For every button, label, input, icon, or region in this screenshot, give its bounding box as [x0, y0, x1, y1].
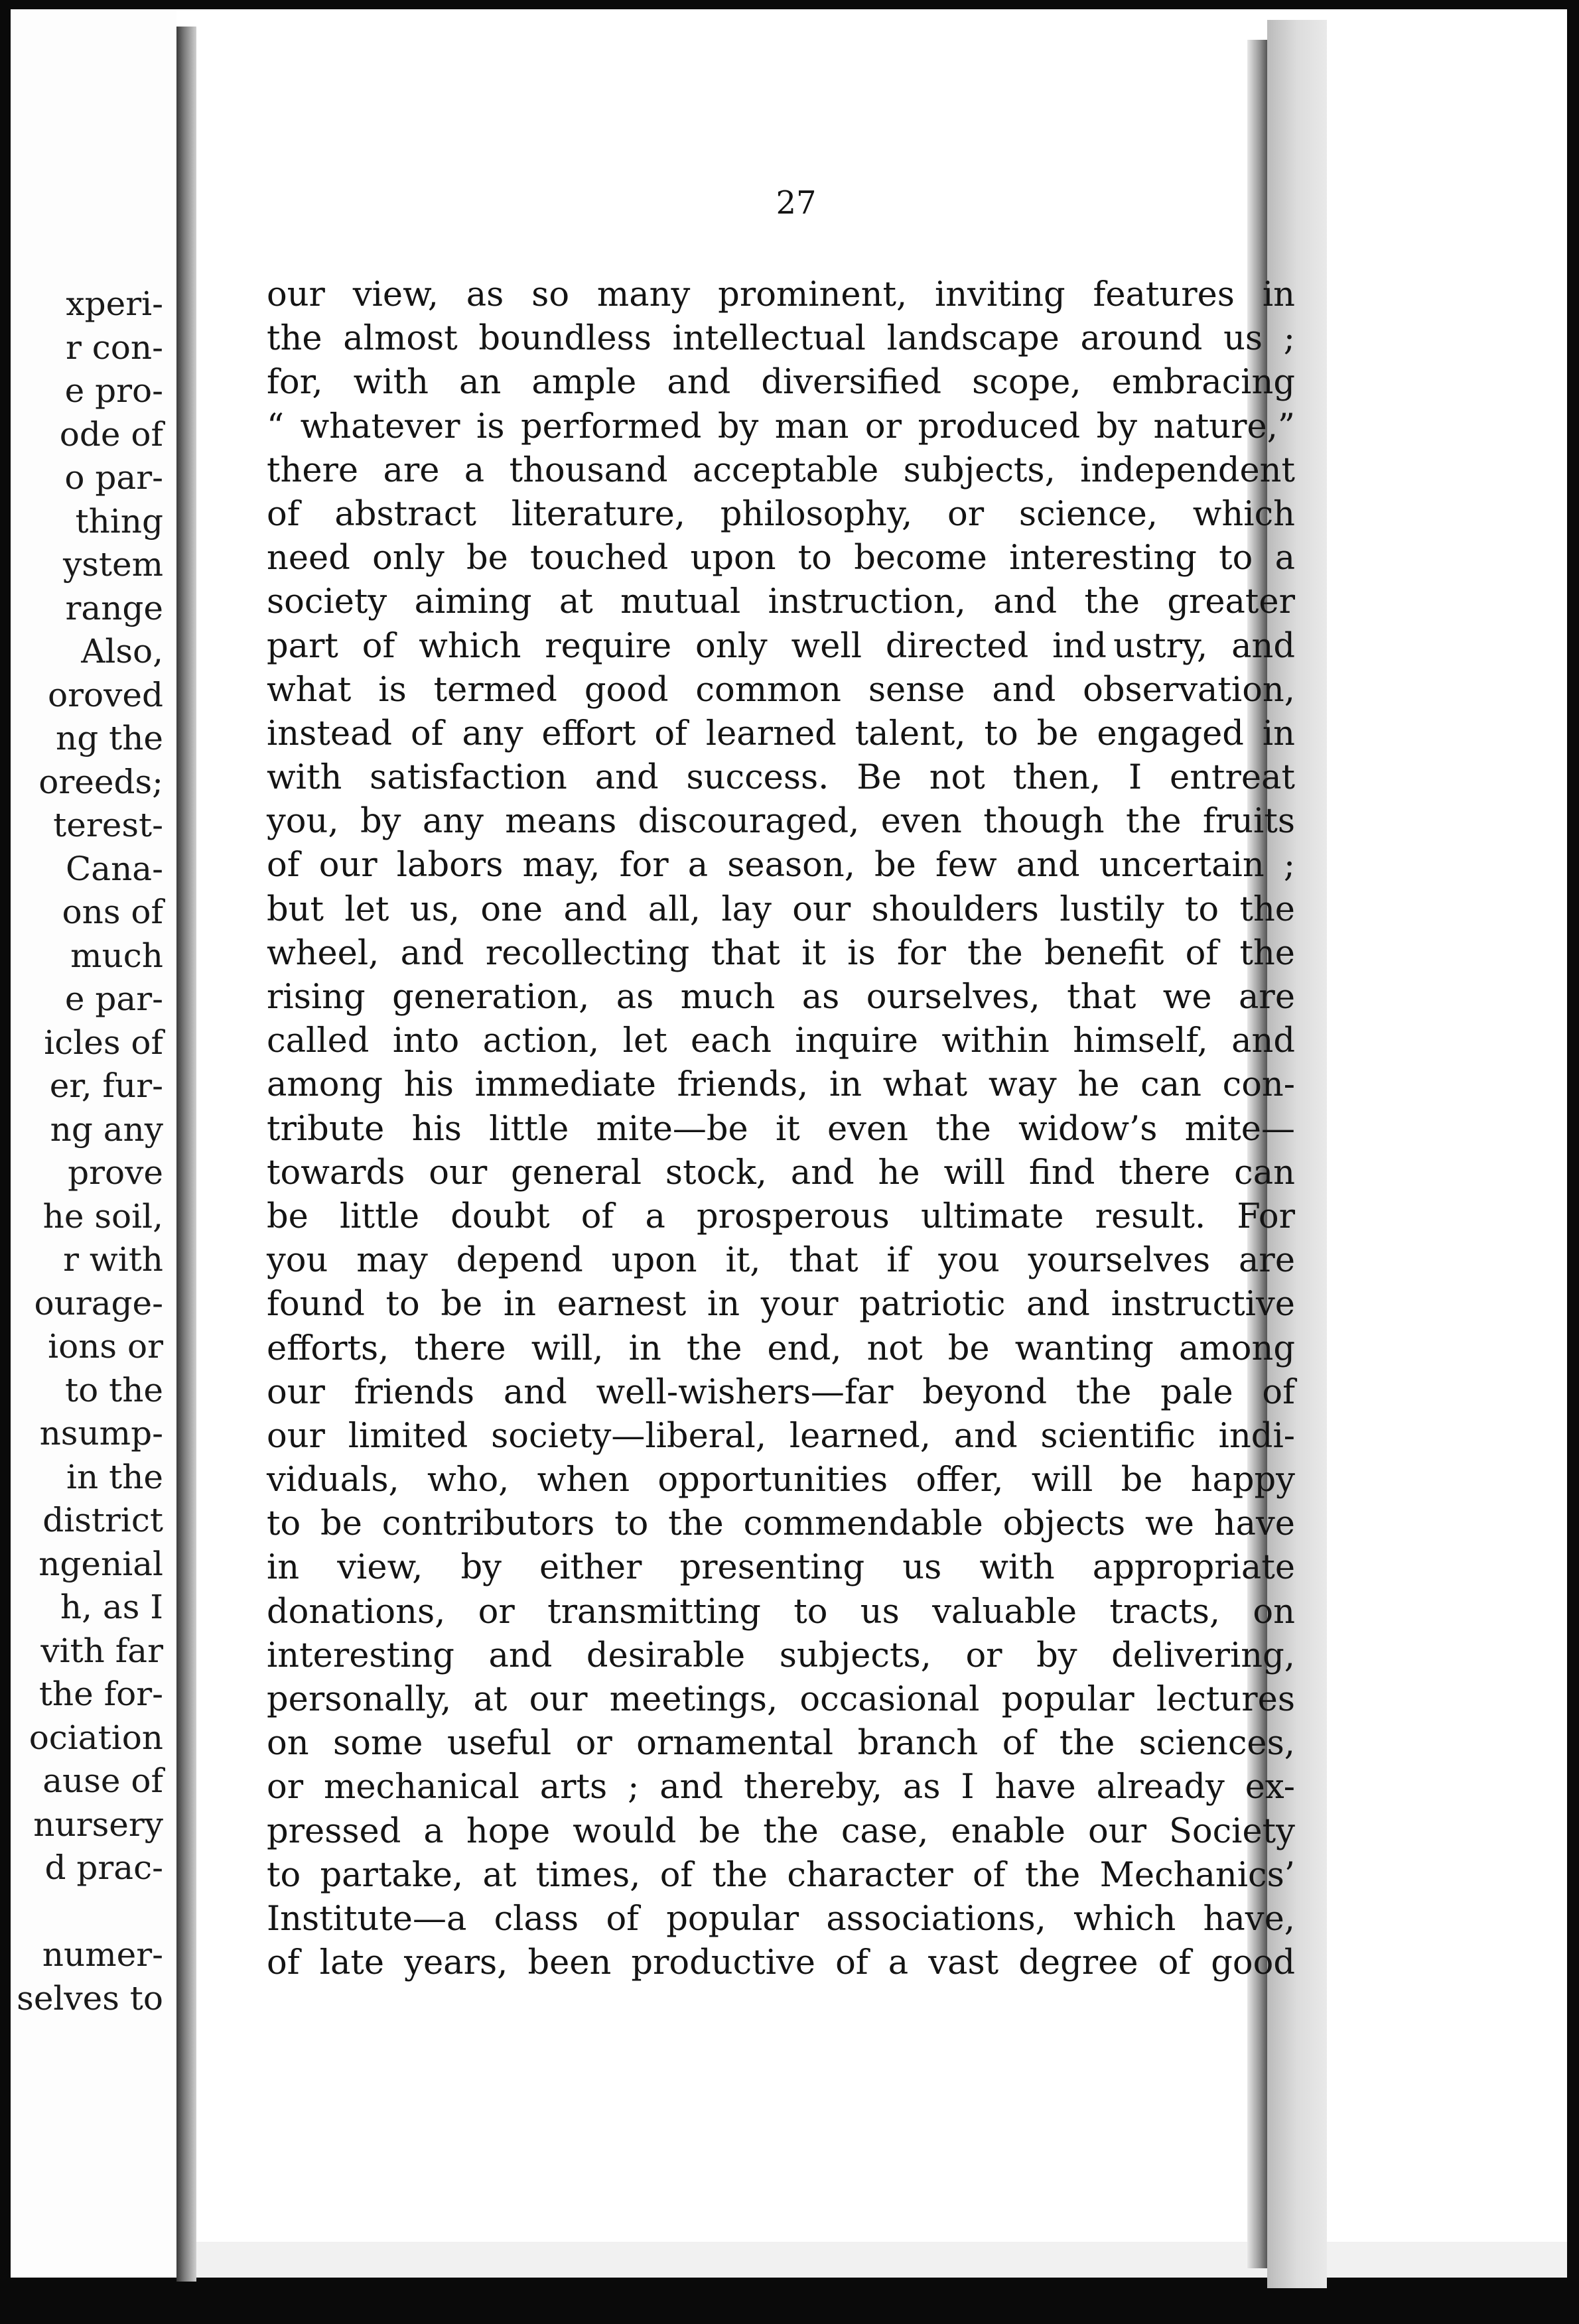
text-line: called into action, let each inquire within himself, and: [267, 1021, 1295, 1061]
text-line: the almost boundless intellectual landscape around us ;: [267, 319, 1295, 359]
text-line: towards our general stock, and he will find there can: [267, 1153, 1295, 1193]
text-line: what is termed good common sense and observation,: [267, 670, 1295, 710]
scan-border-bottom: [0, 2278, 1579, 2324]
text-line: tribute his little mite—be it even the widow’s mite—: [267, 1109, 1295, 1149]
text-line: you, by any means discouraged, even though the fruits: [267, 802, 1295, 842]
scan-border-left: [0, 0, 11, 2324]
text-line: to be contributors to the commendable objects we have: [267, 1504, 1295, 1544]
previous-page-line: terest-: [53, 806, 163, 844]
book-gutter: [176, 27, 196, 2282]
previous-page-fragment: [11, 9, 176, 2278]
previous-page-line: Cana-: [66, 849, 163, 888]
page-number: 27: [776, 184, 817, 222]
text-line: viduals, who, when opportunities offer, will be happy: [267, 1460, 1295, 1500]
text-line: found to be in earnest in your patriotic and instructive: [267, 1285, 1295, 1324]
previous-page-line: ode of: [59, 415, 163, 454]
scan-bottom-strip: [11, 2242, 1567, 2278]
text-line: “ whatever is performed by man or produced by nature,”: [267, 407, 1295, 446]
text-line: our view, as so many prominent, inviting features in: [267, 275, 1295, 314]
text-line: or mechanical arts ; and thereby, as I have already ex-: [267, 1768, 1295, 1807]
previous-page-line: selves to: [17, 1978, 163, 2018]
previous-page-line: prove: [68, 1153, 163, 1192]
previous-page-line: xperi-: [66, 285, 163, 323]
previous-page-line: r con-: [66, 328, 163, 367]
text-line: wheel, and recollecting that it is for the benefit of the: [267, 933, 1295, 973]
previous-page-line: [11, 1890, 163, 1934]
text-line: be little doubt of a prosperous ultimate result. For: [267, 1196, 1295, 1236]
text-line: of abstract literature, philosophy, or science, which: [267, 494, 1295, 534]
previous-page-line: icles of: [44, 1023, 163, 1062]
previous-page-line: ystem: [62, 545, 163, 584]
text-line: you may depend upon it, that if you yourselves are: [267, 1241, 1295, 1281]
previous-page-line: oreeds;: [38, 762, 163, 801]
text-line: interesting and desirable subjects, or by delivering,: [267, 1636, 1295, 1675]
previous-page-line: vith far: [40, 1631, 163, 1670]
page-body-text: [267, 273, 1295, 1985]
previous-page-line: er, fur-: [49, 1066, 163, 1105]
previous-page-line: ause of: [42, 1762, 163, 1800]
previous-page-line: ng the: [56, 719, 163, 757]
scan-border-top: [0, 0, 1579, 9]
previous-page-line: range: [65, 588, 163, 627]
text-line: pressed a hope would be the case, enable our Society: [267, 1811, 1295, 1851]
previous-page-line: ociation: [29, 1718, 163, 1757]
previous-page-line: in the: [66, 1457, 163, 1496]
text-line: in view, by either presenting us with appropriate: [267, 1548, 1295, 1588]
text-line: rising generation, as much as ourselves, that we are: [267, 978, 1295, 1017]
previous-page-line: ons of: [62, 893, 163, 931]
text-line: need only be touched upon to become interesting to a: [267, 539, 1295, 578]
previous-page-line: ngenial: [38, 1544, 163, 1583]
text-line: among his immediate friends, in what way he can con-: [267, 1065, 1295, 1105]
previous-page-line: d prac-: [44, 1848, 163, 1887]
previous-page-text: [11, 283, 163, 2020]
text-line: Institute—a class of popular associations, which have,: [267, 1899, 1295, 1939]
text-line: to partake, at times, of the character of the Mechanics’: [267, 1855, 1295, 1895]
previous-page-line: nursery: [33, 1805, 163, 1844]
previous-page-line: ourage-: [34, 1283, 163, 1323]
text-line: instead of any effort of learned talent, to be engaged in: [267, 714, 1295, 753]
previous-page-line: h, as I: [60, 1588, 163, 1626]
text-line: part of which require only well directed ind ustry, and: [267, 626, 1295, 666]
previous-page-line: he soil,: [42, 1196, 163, 1236]
text-line: our friends and well-wishers—far beyond the pale of: [267, 1372, 1295, 1412]
text-line: with satisfaction and success. Be not then, I entreat: [267, 758, 1295, 798]
text-line: there are a thousand acceptable subjects, independent: [267, 450, 1295, 490]
previous-page-line: numer-: [42, 1935, 163, 1974]
text-line: but let us, one and all, lay our shoulders lustily to the: [267, 889, 1295, 929]
previous-page-line: o par-: [64, 458, 163, 497]
text-line: for, with an ample and diversified scope, embracing: [267, 363, 1295, 403]
text-line: on some useful or ornamental branch of the sciences,: [267, 1724, 1295, 1764]
previous-page-line: district: [42, 1501, 163, 1539]
previous-page-line: much: [70, 936, 163, 975]
previous-page-line: oroved: [48, 675, 163, 714]
scan-border-right: [1567, 0, 1579, 2324]
previous-page-line: ions or: [48, 1327, 163, 1366]
previous-page-line: ng any: [50, 1110, 163, 1149]
text-line: of our labors may, for a season, be few and uncertain ;: [267, 846, 1295, 885]
text-line: personally, at our meetings, occasional popular lectures: [267, 1680, 1295, 1719]
previous-page-line: thing: [75, 501, 163, 541]
previous-page-line: Also,: [81, 632, 163, 671]
previous-page-line: the for-: [38, 1675, 163, 1713]
text-line: of late years, been productive of a vast degree of good: [267, 1943, 1295, 1983]
previous-page-line: r with: [63, 1240, 163, 1279]
text-line: society aiming at mutual instruction, and the greater: [267, 582, 1295, 622]
text-line: donations, or transmitting to us valuable tracts, on: [267, 1592, 1295, 1632]
text-line: efforts, there will, in the end, not be wanting among: [267, 1328, 1295, 1368]
previous-page-line: e par-: [64, 980, 163, 1018]
text-line: our limited society—liberal, learned, and scientific indi-: [267, 1416, 1295, 1456]
previous-page-line: e pro-: [64, 371, 163, 410]
previous-page-line: nsump-: [39, 1414, 163, 1452]
previous-page-line: to the: [65, 1370, 163, 1409]
